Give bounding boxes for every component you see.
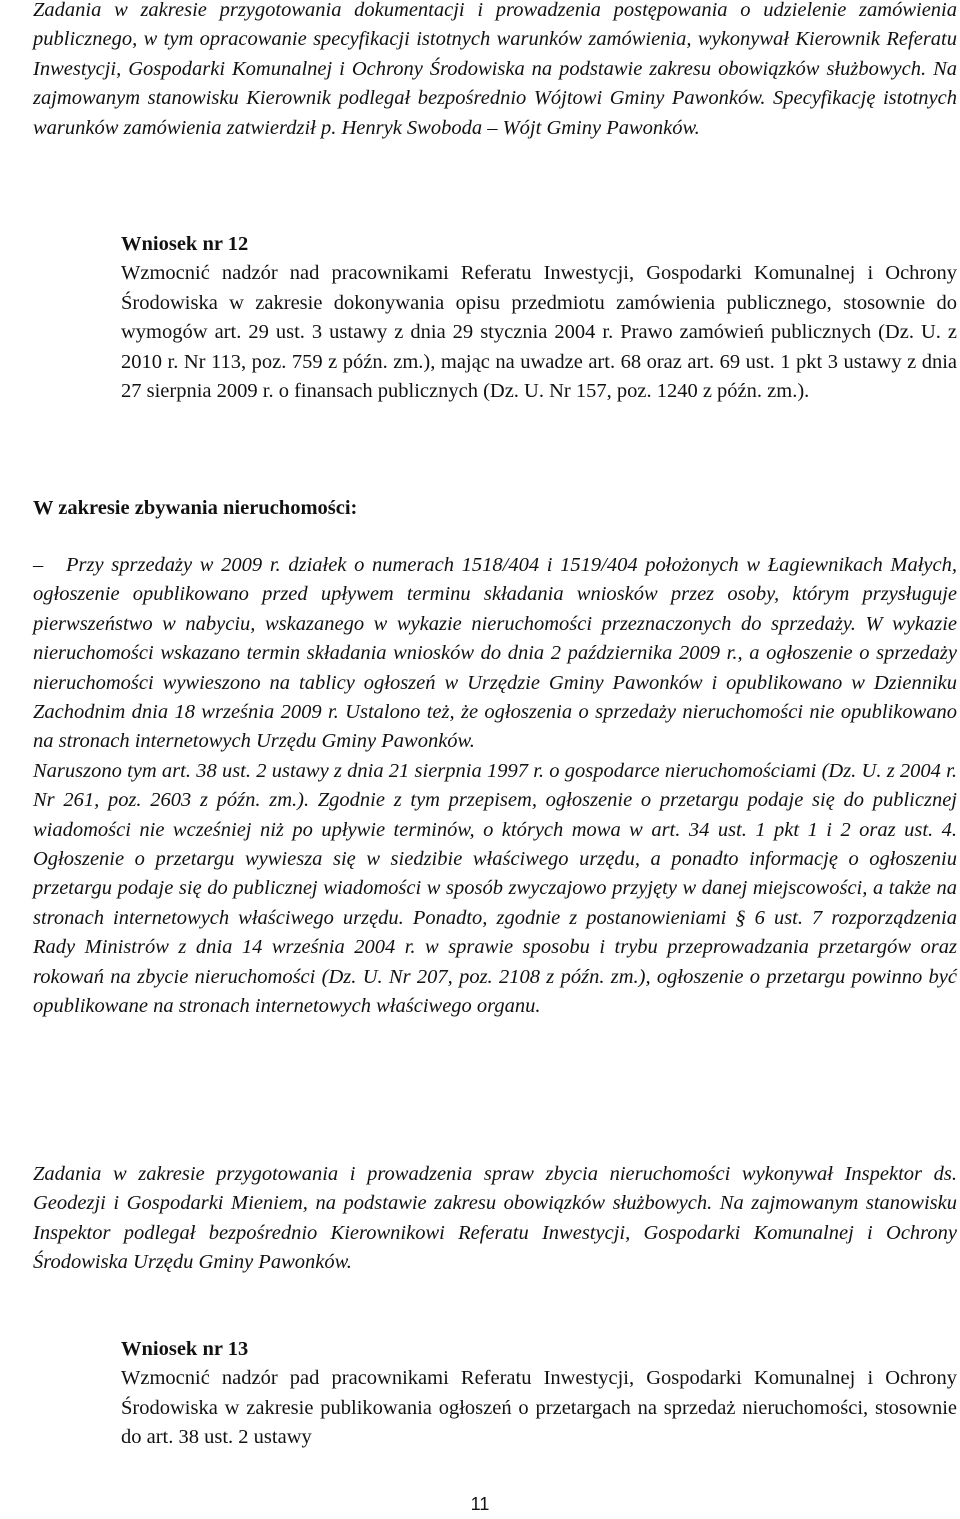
recommendation-13-heading: Wniosek nr 13 xyxy=(121,1338,249,1360)
list-bullet: – xyxy=(33,554,44,576)
recommendation-12 xyxy=(121,230,957,406)
intro-paragraph: Zadania w zakresie przygotowania dokumentacji i prowadzenia postępowania o udzielenie zamówienia publicznego, w tym opracowanie specyfikacji istotnych warunków zamówienia, wykonywał Kierownik Referatu Inwestycji, Gospodarki Komunalnej i Ochrony Środowiska na podstawie zakresu obowiązków służbowych. Na zajmowanym stanowisku Kierownik podlegał bezpośrednio Wójtowi Gminy Pawonków. Specyfikację istotnych warunków zamówienia zatwierdził p. Henryk Swoboda – Wójt Gminy Pawonków. xyxy=(33,0,957,139)
recommendation-12-heading: Wniosek nr 12 xyxy=(121,233,249,255)
page-number: 11 xyxy=(470,1494,490,1514)
list-item xyxy=(33,551,957,1022)
list-item-text: Przy sprzedaży w 2009 r. działek o numerach 1518/404 i 1519/404 położonych w Łagiewnikach Małych, ogłoszenie opublikowano przed upływem terminu składania wniosków przez osoby, którym przysługuje pierwszeństwo w nabyciu, wskazanego w wykazie nieruchomości przeznaczonych do sprzedaży. W wykazie nieruchomości wskazano termin składania wniosków do dnia 2 października 2009 r., a ogłoszenie o sprzedaży nieruchomości wywieszono na tablicy ogłoszeń w Urzędzie Gminy Pawonków i opublikowano w Dzienniku Zachodnim dnia 18 września 2009 r. Ustalono też, że ogłoszenia o sprzedaży nieruchomości nie opublikowano na stronach internetowych Urzędu Gminy Pawonków. xyxy=(33,554,957,753)
list-item-text-2: Naruszono tym art. 38 ust. 2 ustawy z dnia 21 sierpnia 1997 r. o gospodarce nieruchomościami (Dz. U. z 2004 r. Nr 261, poz. 2603 z późn. zm.). Zgodnie z tym przepisem, ogłoszenie o przetargu podaje się do publicznej wiadomości nie wcześniej niż po upływie terminów, o których mowa w art. 34 ust. 1 pkt 1 i 2 oraz ust. 4. Ogłoszenie o przetargu wywiesza się w siedzibie właściwego urzędu, a ponadto informację o ogłoszeniu przetargu podaje się do publicznej wiadomości w sposób zwyczajowo przyjęty w danej miejscowości, a także na stronach internetowych właściwego urzędu. Ponadto, zgodnie z postanowieniami § 6 ust. 7 rozporządzenia Rady Ministrów z dnia 14 września 2004 r. w sprawie sposobu i trybu przeprowadzania przetargów oraz rokowań na zbycie nieruchomości (Dz. U. Nr 207, poz. 2108 z późn. zm.), ogłoszenie o przetargu powinno być opublikowane na stronach internetowych właściwego organu. xyxy=(33,759,957,1018)
recommendation-13-text: Wzmocnić nadzór pad pracownikami Referatu Inwestycji, Gospodarki Komunalnej i Ochrony Środowiska w zakresie publikowania ogłoszeń o przetargach na sprzedaż nieruchomości, stosownie do art. 38 ust. 2 ustawy xyxy=(121,1367,957,1449)
recommendation-12-text: Wzmocnić nadzór nad pracownikami Referatu Inwestycji, Gospodarki Komunalnej i Ochrony Środowiska w zakresie dokonywania opisu przedmiotu zamówienia publicznego, stosownie do wymogów art. 29 ust. 3 ustawy z dnia 29 stycznia 2004 r. Prawo zamówień publicznych (Dz. U. z 2010 r. Nr 113, poz. 759 z późn. zm.), mając na uwadze art. 68 oraz art. 69 ust. 1 pkt 3 ustawy z dnia 27 sierpnia 2009 r. o finansach publicznych (Dz. U. Nr 157, poz. 1240 z późn. zm.). xyxy=(121,262,957,403)
section-heading: W zakresie zbywania nieruchomości: xyxy=(33,497,358,519)
recommendation-13 xyxy=(121,1335,957,1453)
paragraph-3: Zadania w zakresie przygotowania i prowadzenia spraw zbycia nieruchomości wykonywał Inspektor ds. Geodezji i Gospodarki Mieniem, na podstawie zakresu obowiązków służbowych. Na zajmowanym stanowisku Inspektor podlegał bezpośrednio Kierownikowi Referatu Inwestycji, Gospodarki Komunalnej i Ochrony Środowiska Urzędu Gminy Pawonków. xyxy=(33,1163,957,1274)
